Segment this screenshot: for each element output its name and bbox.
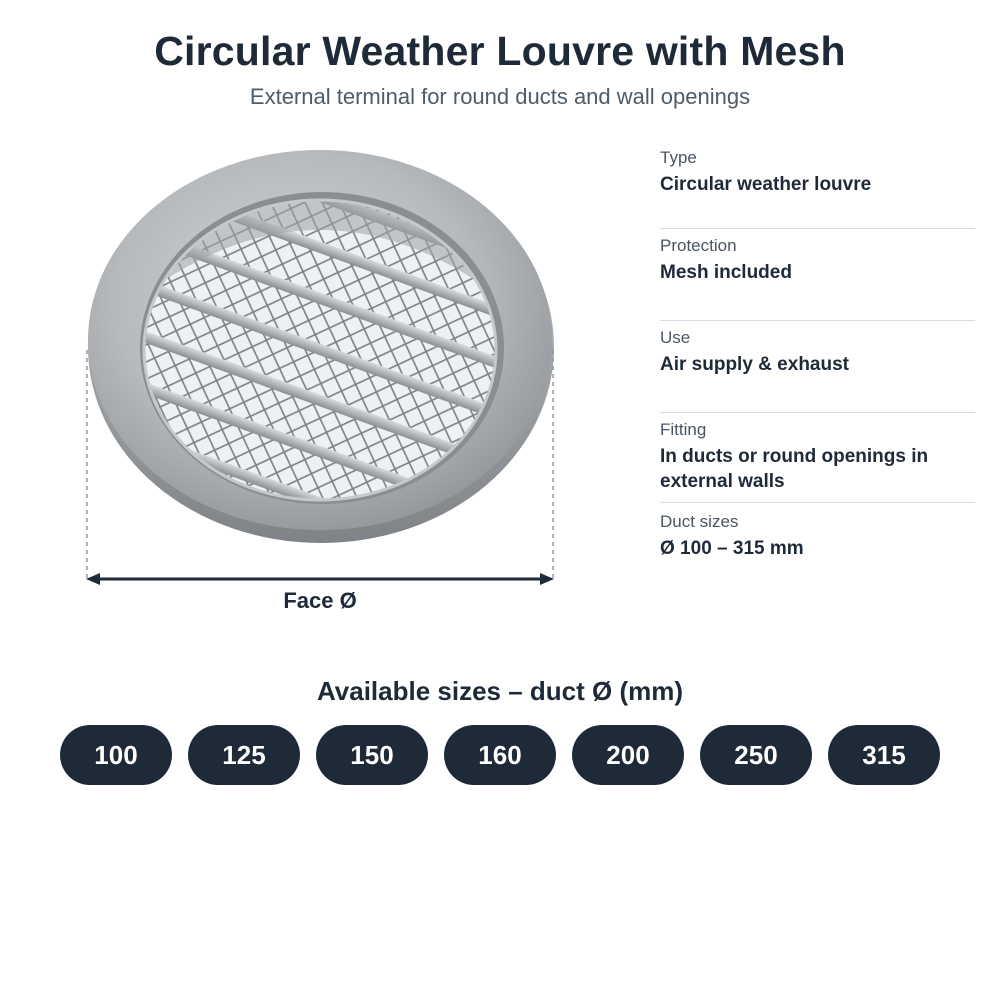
dimension-arrow [86,573,554,585]
spec-value: In ducts or round openings in external walls [660,446,929,492]
louvre-illustration [70,140,580,630]
sizes-heading: Available sizes – duct Ø (mm) [316,676,684,706]
page-title: Circular Weather Louvre with Mesh [154,28,846,74]
spec-item-duct-sizes [660,510,975,561]
spec-value: Circular weather louvre [660,174,872,195]
spec-label: Duct sizes [660,512,739,531]
spec-label: Fitting [660,420,707,439]
spec-label: Use [660,328,691,347]
spec-item-protection [660,234,975,321]
spec-item-fitting [660,418,975,503]
spec-list [660,146,975,561]
face-diameter-label: Face Ø [283,588,357,613]
size-pill-150[interactable]: 150 [316,725,428,785]
spec-value: Air supply & exhaust [660,354,849,375]
spec-item-type [660,146,975,229]
size-pill-100[interactable]: 100 [60,725,172,785]
spec-label: Protection [660,236,737,255]
product-figure [70,140,580,630]
size-pill-250[interactable]: 250 [700,725,812,785]
size-options [60,725,940,785]
size-pill-200[interactable]: 200 [572,725,684,785]
spec-item-use [660,326,975,413]
page-subtitle: External terminal for round ducts and wall openings [249,84,751,109]
size-pill-125[interactable]: 125 [188,725,300,785]
size-pill-160[interactable]: 160 [444,725,556,785]
spec-value: Ø 100 – 315 mm [660,538,804,559]
size-pill-315[interactable]: 315 [828,725,940,785]
spec-label: Type [660,148,697,167]
spec-value: Mesh included [660,262,792,283]
